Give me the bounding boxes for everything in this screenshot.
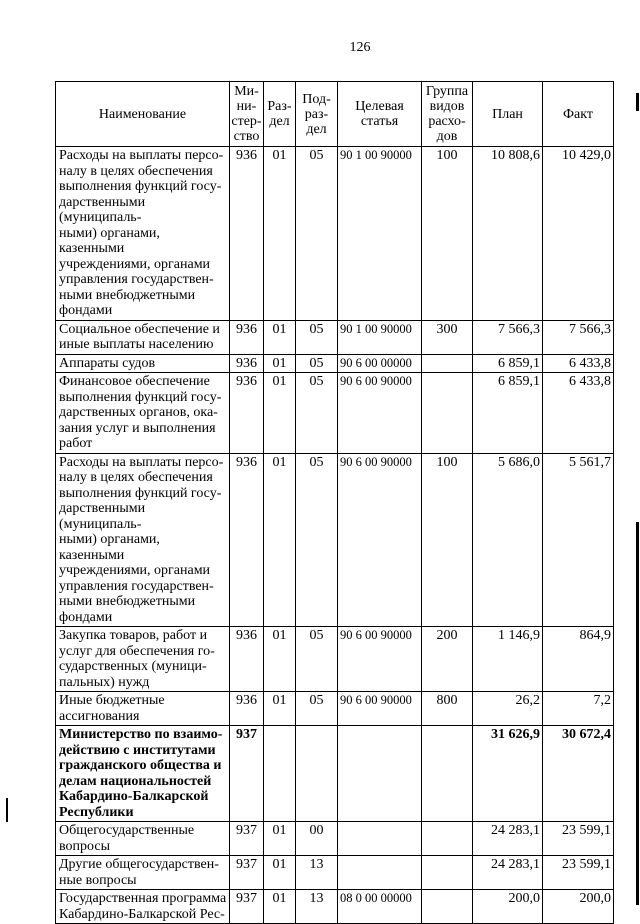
cell-plan: 31 626,9 [473,726,543,822]
cell-target-article: 90 6 00 00000 [338,354,422,373]
cell-section: 01 [264,453,296,627]
cell-expense-group [422,856,473,890]
cell-target-article: 90 6 00 90000 [338,692,422,726]
cell-subsection [296,726,338,822]
header-ministry: Ми- ни- стер- ство [230,82,264,147]
cell-subsection: 05 [296,147,338,321]
cell-name: Общегосударственные вопросы [56,822,230,856]
cell-expense-group [422,726,473,822]
cell-ministry: 937 [230,726,264,822]
cell-section: 01 [264,822,296,856]
cell-section: 01 [264,856,296,890]
cell-name: Другие общегосударствен- ные вопросы [56,856,230,890]
table-row [56,147,614,321]
table-body [56,147,614,924]
cell-fact: 23 599,1 [543,822,614,856]
cell-section: 01 [264,692,296,726]
cell-ministry: 936 [230,453,264,627]
cell-plan: 6 859,1 [473,373,543,454]
cell-name: Финансовое обеспечение выполнения функций госу- дарственных органов, ока- зания услуг и выполнения работ [56,373,230,454]
cell-subsection: 00 [296,822,338,856]
cell-subsection: 05 [296,453,338,627]
cell-plan: 1 146,9 [473,627,543,692]
cell-subsection: 05 [296,692,338,726]
budget-table [55,81,614,924]
cell-ministry: 937 [230,890,264,924]
cell-ministry: 936 [230,354,264,373]
cell-plan: 24 283,1 [473,822,543,856]
table-row [56,320,614,354]
cell-section: 01 [264,354,296,373]
cell-plan: 26,2 [473,692,543,726]
cell-ministry: 937 [230,822,264,856]
cell-plan: 7 566,3 [473,320,543,354]
cell-target-article: 90 6 00 90000 [338,373,422,454]
cell-section: 01 [264,373,296,454]
cell-section [264,726,296,822]
header-subsection: Под- раз- дел [296,82,338,147]
cell-expense-group: 100 [422,147,473,321]
cell-name: Расходы на выплаты персо- налу в целях обеспечения выполнения функций госу- дарственными (муниципаль- ными) органами, казенными учреждениями, органами управления государствен- ными внебюджетными фондами [56,147,230,321]
cell-name: Министерство по взаимо- действию с институтами гражданского общества и делам национальностей Кабардино-Балкарской Республики [56,726,230,822]
cell-expense-group [422,354,473,373]
cell-ministry: 936 [230,692,264,726]
header-target-article: Целевая статья [338,82,422,147]
cell-subsection: 05 [296,373,338,454]
cell-name: Социальное обеспечение и иные выплаты населению [56,320,230,354]
cell-fact: 5 561,7 [543,453,614,627]
cell-expense-group: 200 [422,627,473,692]
cell-expense-group [422,822,473,856]
cell-expense-group [422,373,473,454]
cell-subsection: 05 [296,354,338,373]
cell-expense-group: 300 [422,320,473,354]
table-row [56,890,614,924]
table-row [56,373,614,454]
cell-name: Государственная программа Кабардино-Балкарской Рес- [56,890,230,924]
cell-expense-group: 100 [422,453,473,627]
cell-plan: 5 686,0 [473,453,543,627]
cell-section: 01 [264,320,296,354]
cell-fact: 6 433,8 [543,373,614,454]
cell-target-article: 90 6 00 90000 [338,627,422,692]
cell-subsection: 13 [296,890,338,924]
cell-fact: 864,9 [543,627,614,692]
cell-target-article [338,856,422,890]
scan-edge-mark [6,798,8,822]
table-header-row [56,82,614,147]
cell-fact: 30 672,4 [543,726,614,822]
scan-edge-mark [636,93,639,111]
table-row [56,692,614,726]
cell-target-article: 90 6 00 90000 [338,453,422,627]
cell-expense-group [422,890,473,924]
cell-target-article: 08 0 00 00000 [338,890,422,924]
cell-plan: 6 859,1 [473,354,543,373]
cell-ministry: 936 [230,373,264,454]
cell-name: Иные бюджетные ассигнования [56,692,230,726]
cell-subsection: 05 [296,627,338,692]
header-section: Раз- дел [264,82,296,147]
cell-target-article: 90 1 00 90000 [338,147,422,321]
cell-target-article: 90 1 00 90000 [338,320,422,354]
cell-ministry: 936 [230,627,264,692]
table-row [56,856,614,890]
cell-fact: 7 566,3 [543,320,614,354]
scan-edge-mark [636,522,639,905]
cell-target-article [338,726,422,822]
header-expense-group: Группа видов расхо- дов [422,82,473,147]
cell-section: 01 [264,890,296,924]
cell-ministry: 936 [230,147,264,321]
cell-plan: 10 808,6 [473,147,543,321]
cell-target-article [338,822,422,856]
cell-ministry: 937 [230,856,264,890]
cell-name: Закупка товаров, работ и услуг для обеспечения го- сударственных (муници- пальных) нужд [56,627,230,692]
cell-expense-group: 800 [422,692,473,726]
header-fact: Факт [543,82,614,147]
cell-name: Аппараты судов [56,354,230,373]
cell-fact: 6 433,8 [543,354,614,373]
cell-name: Расходы на выплаты персо- налу в целях обеспечения выполнения функций госу- дарственными (муниципаль- ными) органами, казенными учреждениями, органами управления государствен- ными внебюджетными фондами [56,453,230,627]
page-number: 126 [349,40,371,55]
table-row [56,627,614,692]
cell-fact: 200,0 [543,890,614,924]
cell-section: 01 [264,627,296,692]
cell-subsection: 13 [296,856,338,890]
table-row [56,726,614,822]
cell-fact: 7,2 [543,692,614,726]
table-row [56,822,614,856]
header-name: Наименование [56,82,230,147]
cell-fact: 10 429,0 [543,147,614,321]
cell-plan: 24 283,1 [473,856,543,890]
cell-plan: 200,0 [473,890,543,924]
header-plan: План [473,82,543,147]
cell-fact: 23 599,1 [543,856,614,890]
table-row [56,453,614,627]
cell-subsection: 05 [296,320,338,354]
table-row [56,354,614,373]
cell-section: 01 [264,147,296,321]
cell-ministry: 936 [230,320,264,354]
